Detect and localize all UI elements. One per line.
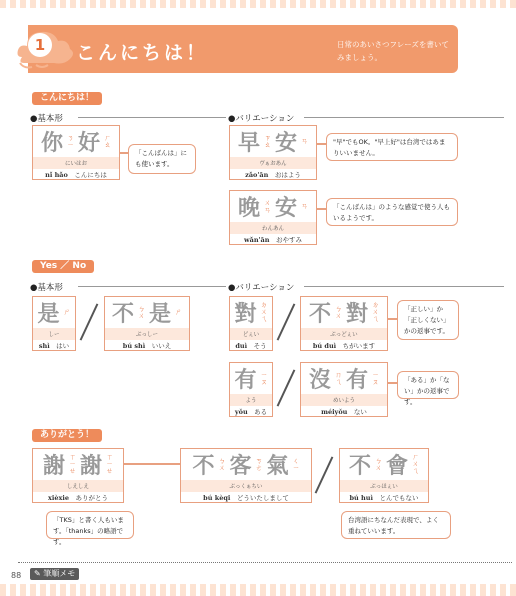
pinyin: duì (235, 342, 248, 350)
kana-reading: ヴぁおあん (259, 161, 287, 167)
section-tag-hello: こんにちは！ (32, 92, 102, 105)
card-shi (32, 296, 76, 351)
divider (304, 117, 504, 118)
meaning: はい (56, 342, 70, 350)
hanzi: 是 (37, 301, 60, 327)
zhuyin: ㄉㄨㄟ (260, 301, 268, 323)
kana-reading: よう (245, 398, 257, 404)
pinyin-meaning (301, 341, 387, 350)
pinyin: bú shì (122, 342, 146, 350)
basic-label: ●基本形 (30, 283, 63, 293)
variation-label: ●バリエーション (228, 283, 295, 293)
zhuyin: ㄢ (301, 202, 309, 210)
divider (78, 117, 226, 118)
connector (388, 382, 397, 384)
pinyin: zǎo'ān (245, 171, 269, 179)
zhuyin: ㄅㄨ (335, 304, 342, 320)
lesson-number: 1 (28, 33, 52, 57)
divider (304, 286, 504, 287)
zhuyin: ㄇㄟ (335, 370, 342, 386)
pinyin: xièxie (48, 494, 69, 502)
hanzi: 好 (78, 130, 101, 156)
pinyin-meaning (33, 493, 123, 502)
hanzi: 謝 (42, 453, 65, 479)
zhuyin: ㄏㄠ (104, 133, 112, 149)
meaning: どういたしまして (236, 494, 289, 502)
note-dui: 「正しい」か「正しくない」かの返事です。 (397, 300, 459, 340)
card-bukeqi (180, 448, 312, 503)
kana-reading: にいはお (64, 161, 87, 167)
hanzi: 對 (346, 301, 369, 327)
pinyin-meaning (340, 493, 428, 502)
kana-reading: しー (48, 332, 60, 338)
pencil-icon: ✎ (34, 569, 41, 578)
section-tag-thanks: ありがとう！ (32, 429, 102, 442)
pinyin: bú huì (349, 494, 373, 502)
hanzi: 客 (229, 453, 252, 479)
pinyin-meaning (230, 407, 272, 416)
hanzi: 有 (234, 367, 257, 393)
slash-divider (277, 369, 296, 406)
hanzi: 晚 (237, 195, 260, 221)
pinyin: yǒu (234, 408, 248, 416)
zhuyin: ㄒㄧㄝ (106, 453, 114, 475)
card-meiyou (300, 362, 388, 417)
card-xiexie (32, 448, 124, 503)
zhuyin: ㄒㄧㄝ (69, 453, 76, 475)
card-wanan (229, 190, 317, 245)
pinyin-meaning (105, 341, 189, 350)
zhuyin: ㄅㄨ (218, 456, 226, 472)
connector (120, 152, 128, 154)
connector (124, 463, 180, 465)
divider (78, 286, 226, 287)
meaning: いいえ (151, 342, 172, 350)
connector (388, 318, 397, 320)
card-zaoan (229, 125, 317, 180)
bottom-stripe (0, 584, 516, 596)
hanzi: 不 (111, 301, 134, 327)
kana-reading: どぇい (242, 332, 260, 338)
meaning: ありがとう (75, 494, 108, 502)
page-description: 日常のあいさつフレーズを書いてみましょう。 (337, 40, 449, 62)
kana-reading: ぶっどぇい (330, 332, 358, 338)
zhuyin: ㄑㄧ (292, 456, 300, 472)
pinyin-meaning (230, 170, 316, 179)
card-buhui (339, 448, 429, 503)
meaning: こんにちは (74, 171, 107, 179)
memo-divider (18, 562, 512, 563)
kana-reading: めいよう (332, 398, 355, 404)
kana-reading: ぶっしー (135, 332, 158, 338)
pinyin-meaning (230, 341, 272, 350)
hanzi: 安 (275, 195, 298, 221)
zhuyin: ㄕ (175, 308, 183, 316)
stroke-memo-label (30, 568, 79, 580)
note-xiexie: 「TKS」と書く人もいます。「thanks」の略語です。 (46, 511, 134, 539)
pinyin: bú kèqi (203, 494, 231, 502)
zhuyin: ㄅㄨ (375, 456, 382, 472)
note-buhui: 台湾語にちなんだ表現で、よく重ねていいます。 (341, 511, 451, 539)
hanzi: 沒 (308, 367, 331, 393)
hanzi: 對 (234, 301, 257, 327)
pinyin-meaning (33, 170, 119, 179)
meaning: おはよう (274, 171, 301, 179)
slash-divider (80, 303, 99, 340)
pinyin-meaning (301, 407, 387, 416)
pinyin: nǐ hǎo (45, 171, 68, 179)
zhuyin: ㄏㄨㄟ (412, 453, 420, 475)
kana-reading: ぶっくぁちい (229, 484, 263, 490)
hanzi: 會 (386, 453, 409, 479)
hanzi: 你 (40, 130, 63, 156)
hanzi: 氣 (266, 453, 289, 479)
zhuyin: ㄧㄡ (372, 370, 380, 386)
pinyin: bú duì (312, 342, 337, 350)
memo-text: 筆順メモ (43, 569, 76, 578)
kana-reading: ぶっほぇい (370, 484, 398, 490)
zhuyin: ㄢ (301, 137, 309, 145)
zhuyin: ㄋㄧ (67, 133, 74, 149)
hanzi: 安 (275, 130, 298, 156)
variation-label: ●バリエーション (228, 114, 295, 124)
pinyin-meaning (33, 341, 75, 350)
page-title: こんにちは！ (76, 42, 209, 64)
hanzi: 不 (192, 453, 215, 479)
hanzi: 不 (308, 301, 331, 327)
card-nihao (32, 125, 120, 180)
zhuyin: ㄎㄜ (255, 456, 263, 472)
note-you: 「ある」か「ない」かの返事です。 (397, 371, 459, 399)
card-you (229, 362, 273, 417)
meaning: おやすみ (275, 236, 302, 244)
meaning: ちがいます (342, 342, 376, 350)
basic-label: ●基本形 (30, 114, 63, 124)
pinyin: méiyǒu (321, 408, 348, 416)
slash-divider (277, 303, 296, 340)
page-number: 88 (11, 571, 22, 580)
connector (317, 143, 326, 145)
pinyin-meaning (230, 235, 316, 244)
card-dui (229, 296, 273, 351)
card-budui (300, 296, 388, 351)
hanzi: 謝 (80, 453, 103, 479)
zhuyin: ㄕ (63, 308, 71, 316)
zhuyin: ㄉㄨㄟ (372, 301, 380, 323)
hanzi: 是 (149, 301, 172, 327)
slash-divider (315, 456, 334, 493)
meaning: とんでもない (379, 494, 419, 502)
hanzi: 有 (346, 367, 369, 393)
section-tag-yesno: Yes ／ No (32, 260, 94, 273)
hanzi: 早 (237, 130, 260, 156)
pinyin: shì (38, 342, 50, 350)
zhuyin: ㄗㄠ (264, 133, 271, 149)
pinyin: wǎn'ān (244, 236, 270, 244)
meaning: ない (353, 408, 367, 416)
kana-reading: しえしえ (66, 484, 89, 490)
meaning: そう (253, 342, 267, 350)
zhuyin: ㄨㄢ (264, 198, 271, 214)
note-wanan: 「こんばんは」のような感覚で使う人もいるようです。 (326, 198, 458, 226)
kana-reading: わんあん (261, 226, 284, 232)
top-stripe (0, 0, 516, 8)
zhuyin: ㄧㄡ (260, 370, 268, 386)
note-nihao: 「こんばんは」にも使います。 (128, 144, 196, 174)
zhuyin: ㄅㄨ (138, 304, 145, 320)
note-zaoan: "早"でもOK。"早上好"は台湾ではあまりいいません。 (326, 133, 458, 161)
connector (317, 208, 326, 210)
card-bushi (104, 296, 190, 351)
hanzi: 不 (348, 453, 371, 479)
pinyin-meaning (181, 493, 311, 502)
meaning: ある (254, 408, 268, 416)
